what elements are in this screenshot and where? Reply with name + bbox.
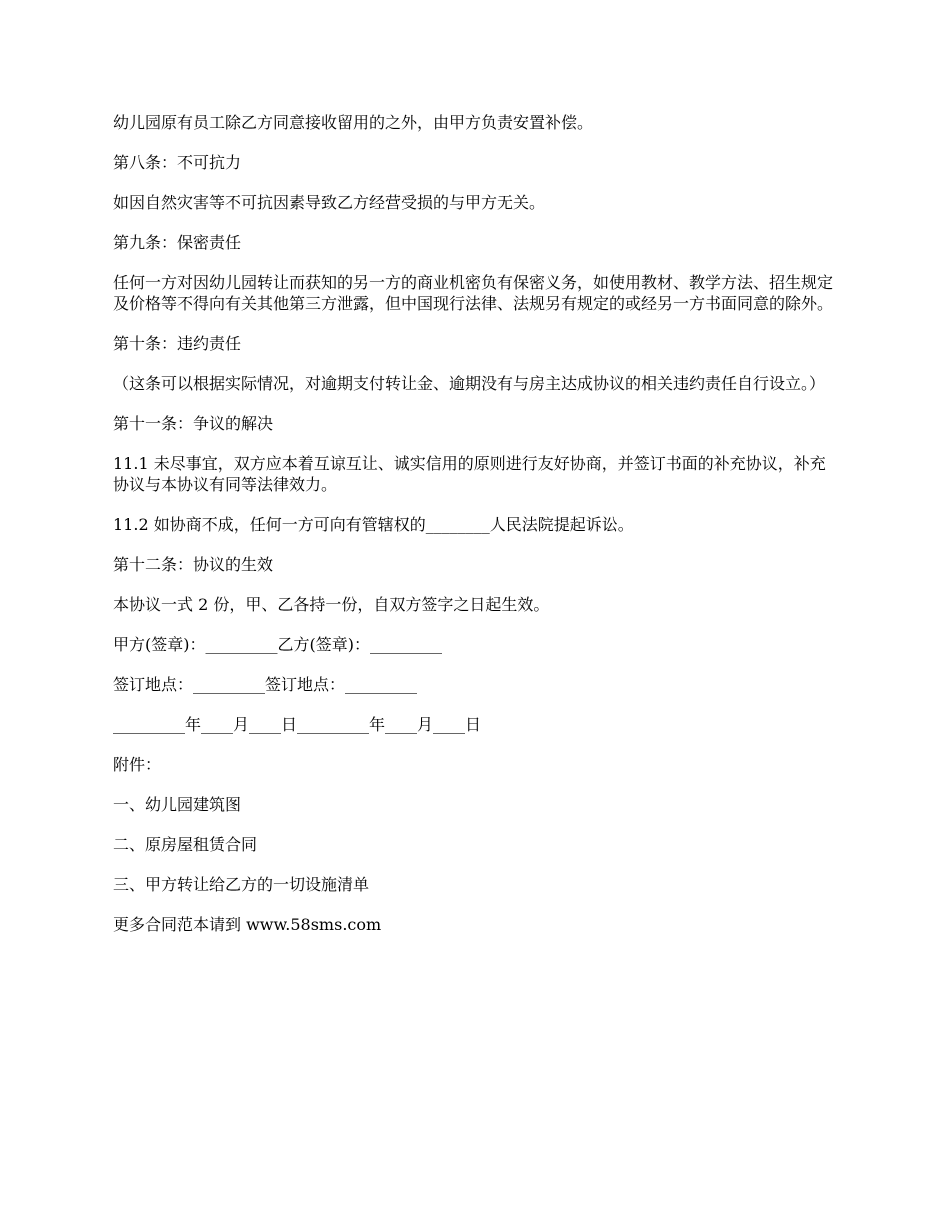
heading-article-8: 第八条：不可抗力	[113, 153, 242, 172]
attachment-item-2: 二、原房屋租赁合同	[113, 835, 258, 854]
footer-website-note: 更多合同范本请到 www.58sms.com	[113, 915, 382, 934]
date-line: _________年____月____日_________年____月____日	[113, 715, 482, 734]
paragraph-11-1: 11.1 未尽事宜，双方应本着互谅互让、诚实信用的原则进行友好协商，并签订书面的补充协议，补充协议与本协议有同等法律效力。	[113, 454, 826, 494]
paragraph-11-2: 11.2 如协商不成，任何一方可向有管辖权的________人民法院提起诉讼。	[113, 515, 634, 534]
heading-article-11: 第十一条：争议的解决	[113, 414, 274, 433]
heading-article-12: 第十二条：协议的生效	[113, 555, 274, 574]
heading-article-9: 第九条：保密责任	[113, 233, 242, 252]
attachment-item-3: 三、甲方转让给乙方的一切设施清单	[113, 875, 370, 894]
paragraph-effectiveness: 本协议一式 2 份，甲、乙各持一份，自双方签字之日起生效。	[113, 595, 550, 614]
paragraph-force-majeure: 如因自然灾害等不可抗因素导致乙方经营受损的与甲方无关。	[113, 193, 546, 212]
heading-article-10: 第十条：违约责任	[113, 334, 242, 353]
paragraph-confidentiality: 任何一方对因幼儿园转让而获知的另一方的商业机密负有保密义务，如使用教材、教学方法、招生规定及价格等不得向有关其他第三方泄露，但中国现行法律、法规另有规定的或经另一方书面同意的除外。	[113, 273, 834, 313]
signature-line: 甲方(签章)：_________乙方(签章)：_________	[113, 635, 442, 654]
document-body	[113, 112, 841, 954]
attachment-item-1: 一、幼儿园建筑图	[113, 795, 242, 814]
paragraph-staff-placement: 幼儿园原有员工除乙方同意接收留用的之外，由甲方负责安置补偿。	[113, 113, 594, 132]
paragraph-breach-liability: （这条可以根据实际情况，对逾期支付转让金、逾期没有与房主达成协议的相关违约责任自行设立。）	[113, 374, 826, 393]
attachments-heading: 附件：	[113, 755, 162, 774]
signing-place-line: 签订地点：_________签订地点：_________	[113, 675, 418, 694]
